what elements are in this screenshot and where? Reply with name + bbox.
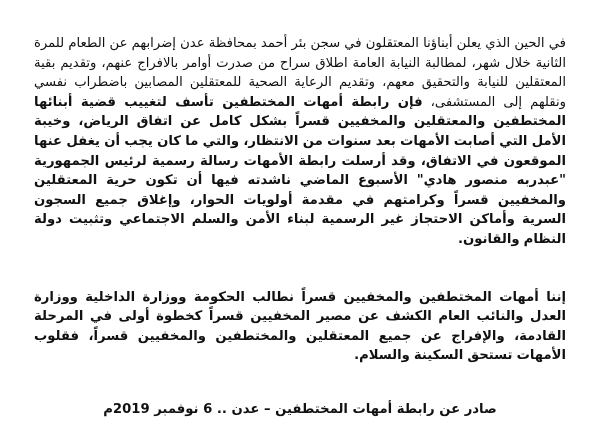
paragraph-1-body: فإن رابطة أمهات المختطفين تأسف لتغييب قضية أبنائها المختطفين والمعتقلين والمخفيين قسراً بشكل كامل عن اتفاق الرياض، وخيبة الأمل التي أصابت الأمهات بعد سنوات من الانتظار، والتي ما كان يجب أن يغفل عنها الموقعون في الاتفاق، وقد أرسلت رابطة الأمهات رسالة رسمية لرئيس الجمهورية "عبدربه منصور هادي" الأسبوع الماضي ناشدته فيها أن تكون حرية المعتقلين والمخفيين قسراً وكرامتهم في مقدمة أولويات الحوار، وإغلاق جميع السجون السرية وأماكن الاحتجاز غير الرسمية لبناء الأمن والسلم الاجتماعي وتثبيت دولة النظام والقانون. [34, 94, 566, 247]
paragraph-2-demands: إننا أمهات المختطفين والمخفيين قسراً نطالب الحكومة ووزارة الداخلية ووزارة العدل والنائب العام الكشف عن مصير المخفيين قسراً كخطوة أولى في المرحلة القادمة، والإفراج عن جميع المعتقلين والمختطفين والمخفيين قسراً، فقلوب الأمهات تستحق السكينة والسلام. [34, 289, 566, 364]
statement-paragraph-1 [34, 34, 566, 250]
issuer-footer: صادر عن رابطة أمهات المختطفين – عدن .. 6 نوفمبر 2019م [103, 401, 497, 417]
statement-paragraph-2 [34, 288, 566, 366]
paragraph-1-intro: في الحين الذي يعلن أبناؤنا المعتقلون في سجن بئر أحمد بمحافظة عدن إضرابهم عن الطعام للمرة الثانية خلال شهر، لمطالبة النيابة العامة اطلاق سراح من صدرت أوامر بالافراج عنهم، وتقديم بقية المعتقلين للنيابة والتحقيق معهم، وتقديم الرعاية الصحية للمعتقلين المصابين باضطراب نفسي ونقلهم إلى المستشفى، [34, 36, 566, 110]
